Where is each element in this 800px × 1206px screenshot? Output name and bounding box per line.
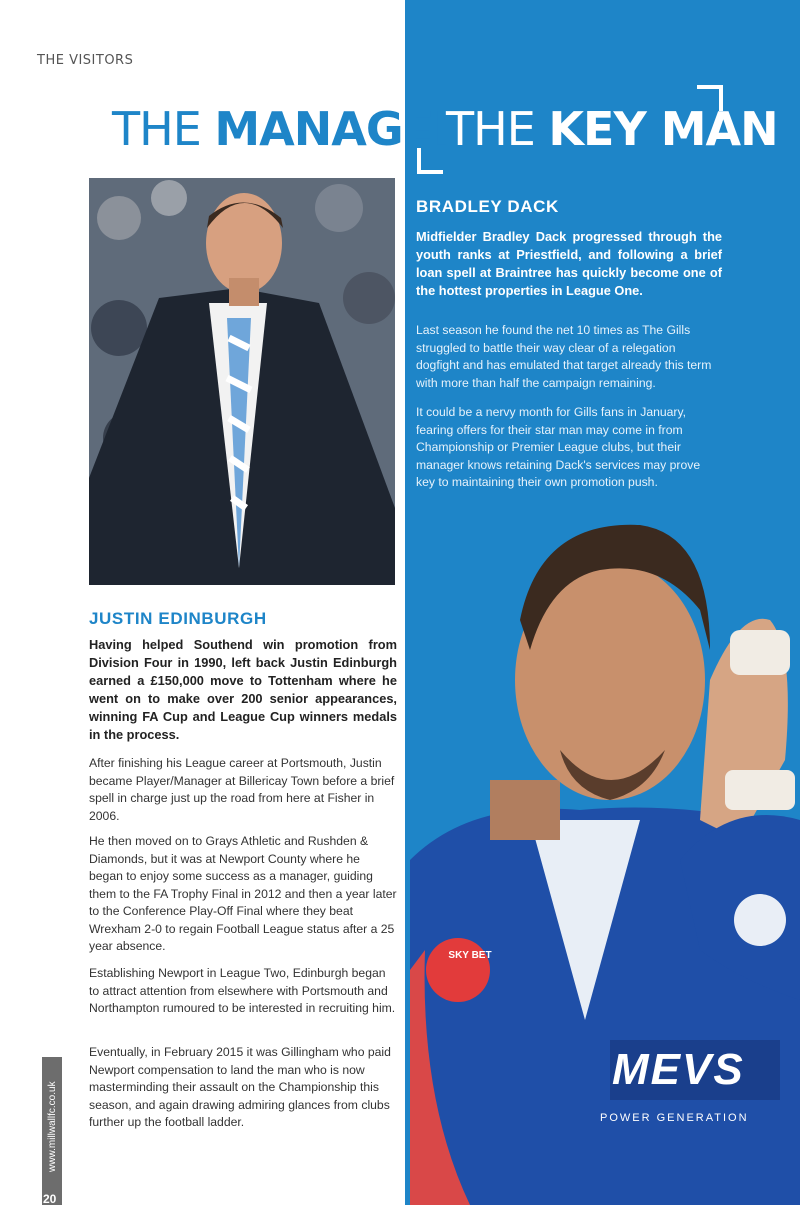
manager-title — [112, 104, 467, 154]
key-man-paragraph-2: It could be a nervy month for Gills fans in January, fearing offers for their star man may come in from Championship or Premier League clubs, but their manager knows retaining Dack's services may prove key to maintaining their own promotion push. — [416, 405, 701, 489]
manager-paragraph-1: After finishing his League career at Portsmouth, Justin became Player/Manager at Billericay Town before a brief spell in charge just up the road from here at Fisher in 2006. — [89, 756, 395, 823]
key-man-title — [446, 104, 778, 154]
key-man-photo-art — [410, 500, 800, 1205]
key-man-title-thin: THE — [446, 102, 535, 156]
manager-lead: Having helped Southend win promotion from Division Four in 1990, left back Justin Edinburgh earned a £150,000 move to Tottenham where he went on to make over 200 senior appearances, winning FA Cup and League Cup winners medals in the process. — [89, 637, 397, 742]
key-man-photo — [410, 500, 800, 1205]
manager-photo-art — [89, 178, 395, 585]
manager-title-bold: MANAGER — [214, 102, 468, 156]
page-number: 20 — [43, 1192, 57, 1206]
manager-paragraph-3: Establishing Newport in League Two, Edinburgh began to attract attention from elsewhere with Portsmouth and Northampton rumoured to be interested in recruiting him. — [89, 966, 396, 1015]
shirt-badge: SKY BET — [448, 950, 492, 961]
manager-name: JUSTIN EDINBURGH — [89, 609, 267, 628]
manager-title-thin: THE — [112, 102, 201, 156]
manager-paragraph-4: Eventually, in February 2015 it was Gillingham who paid Newport compensation to land the man who is now masterminding their assault on the Championship this season, and again drawing admiring glances from clubs further up the football ladder. — [89, 1045, 391, 1129]
section-label: THE VISITORS — [37, 53, 134, 68]
key-man-name: BRADLEY DACK — [416, 197, 559, 216]
footer-url: www.millwallfc.co.uk — [47, 1081, 58, 1172]
manager-paragraph-2: He then moved on to Grays Athletic and Rushden & Diamonds, but it was at Newport County where he began to enjoy some success as a manager, guiding them to the FA Trophy Final in 2012 and then a year later to the Conference Play-Off Final where they beat Wrexham 2-0 to regain Football League status after a 25 year absence. — [89, 834, 397, 953]
corner-bracket-bottom — [417, 148, 443, 174]
shirt-sponsor-sub: POWER GENERATION — [600, 1112, 749, 1124]
key-man-title-bold: KEY MAN — [548, 102, 778, 156]
key-man-lead: Midfielder Bradley Dack progressed through the youth ranks at Priestfield, and following a brief loan spell at Braintree has quickly become one of the hottest properties in League One. — [416, 229, 722, 298]
key-man-paragraph-1: Last season he found the net 10 times as The Gills struggled to battle their way clear of a relegation dogfight and has emulated that target already this term with more than half the campaign remaining. — [416, 323, 712, 390]
manager-photo — [89, 178, 395, 585]
shirt-sponsor: MEVS — [612, 1045, 745, 1094]
